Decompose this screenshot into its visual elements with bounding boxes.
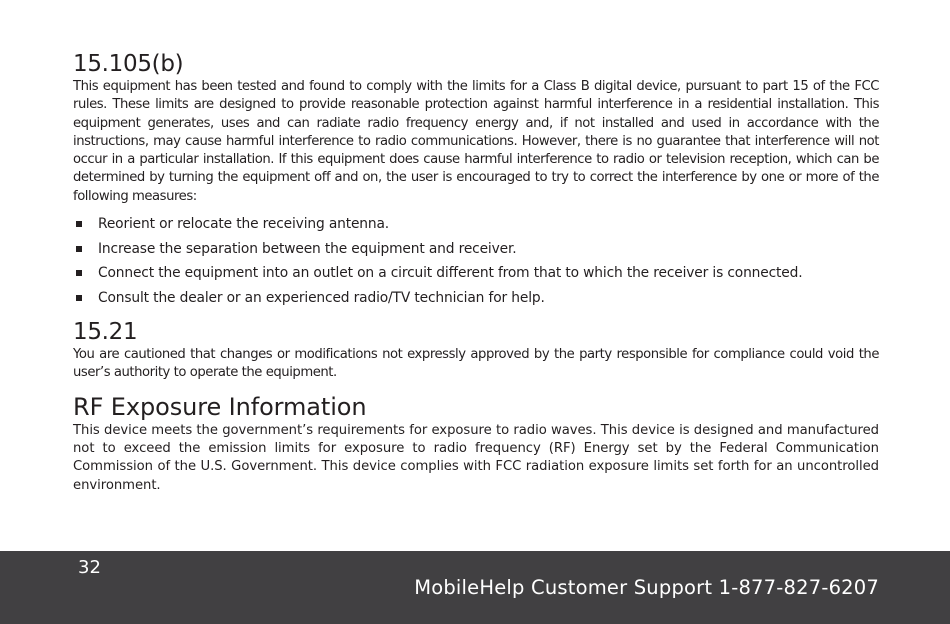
section-15-21 xyxy=(73,318,879,383)
list-item-text: Connect the equipment into an outlet on a circuit different from that to which the receiver is connected. xyxy=(98,265,803,282)
section-heading-rf-exposure: RF Exposure Information xyxy=(73,392,367,421)
section-heading-15-105b: 15.105(b) xyxy=(73,51,184,77)
measures-list xyxy=(73,212,879,310)
square-bullet-icon xyxy=(76,270,82,276)
section-body-15-105b: This equipment has been tested and found to comply with the limits for a Class B digital device, pursuant to part 15 of the FCC rules. These limits are designed to provide reasonable protection against harmful interference in a residential installation. This equipment generates, uses and can radiate radio frequency energy and, if not installed and used in accordance with the instructions, may cause harmful interference to radio communications. However, there is no guarantee that interference will not occur in a particular installation. If this equipment does cause harmful interference to radio or television reception, which can be determined by turning the equipment off and on, the user is encouraged to try to correct the interference by one or more of the following measures: xyxy=(73,79,879,204)
section-body-rf-exposure: This device meets the government’s requirements for exposure to radio waves. This device is designed and manufactured not to exceed the emission limits for exposure to radio frequency (RF) Energy set by the Federal Communication Commission of the U.S. Government. This device complies with FCC radiation exposure limits set forth for an uncontrolled environment. xyxy=(73,422,879,493)
section-rf-exposure xyxy=(73,393,879,495)
section-heading-15-21: 15.21 xyxy=(73,319,138,346)
square-bullet-icon xyxy=(76,246,82,252)
page-number: 32 xyxy=(78,557,101,578)
page-content xyxy=(73,50,879,495)
list-item xyxy=(73,286,879,311)
list-item-text: Increase the separation between the equipment and receiver. xyxy=(98,240,517,257)
footer-bar xyxy=(0,551,950,624)
list-item xyxy=(73,261,879,286)
list-item-text: Reorient or relocate the receiving antenna. xyxy=(98,216,390,233)
customer-support-text: MobileHelp Customer Support 1-877-827-6207 xyxy=(414,576,879,599)
list-item-text: Consult the dealer or an experienced radio/TV technician for help. xyxy=(98,289,545,306)
section-body-15-21: You are cautioned that changes or modifications not expressly approved by the party responsible for compliance could void the user’s authority to operate the equipment. xyxy=(73,347,879,381)
square-bullet-icon xyxy=(76,221,82,227)
section-15-105b xyxy=(73,50,879,310)
list-item xyxy=(73,212,879,237)
list-item xyxy=(73,237,879,262)
square-bullet-icon xyxy=(76,295,82,301)
